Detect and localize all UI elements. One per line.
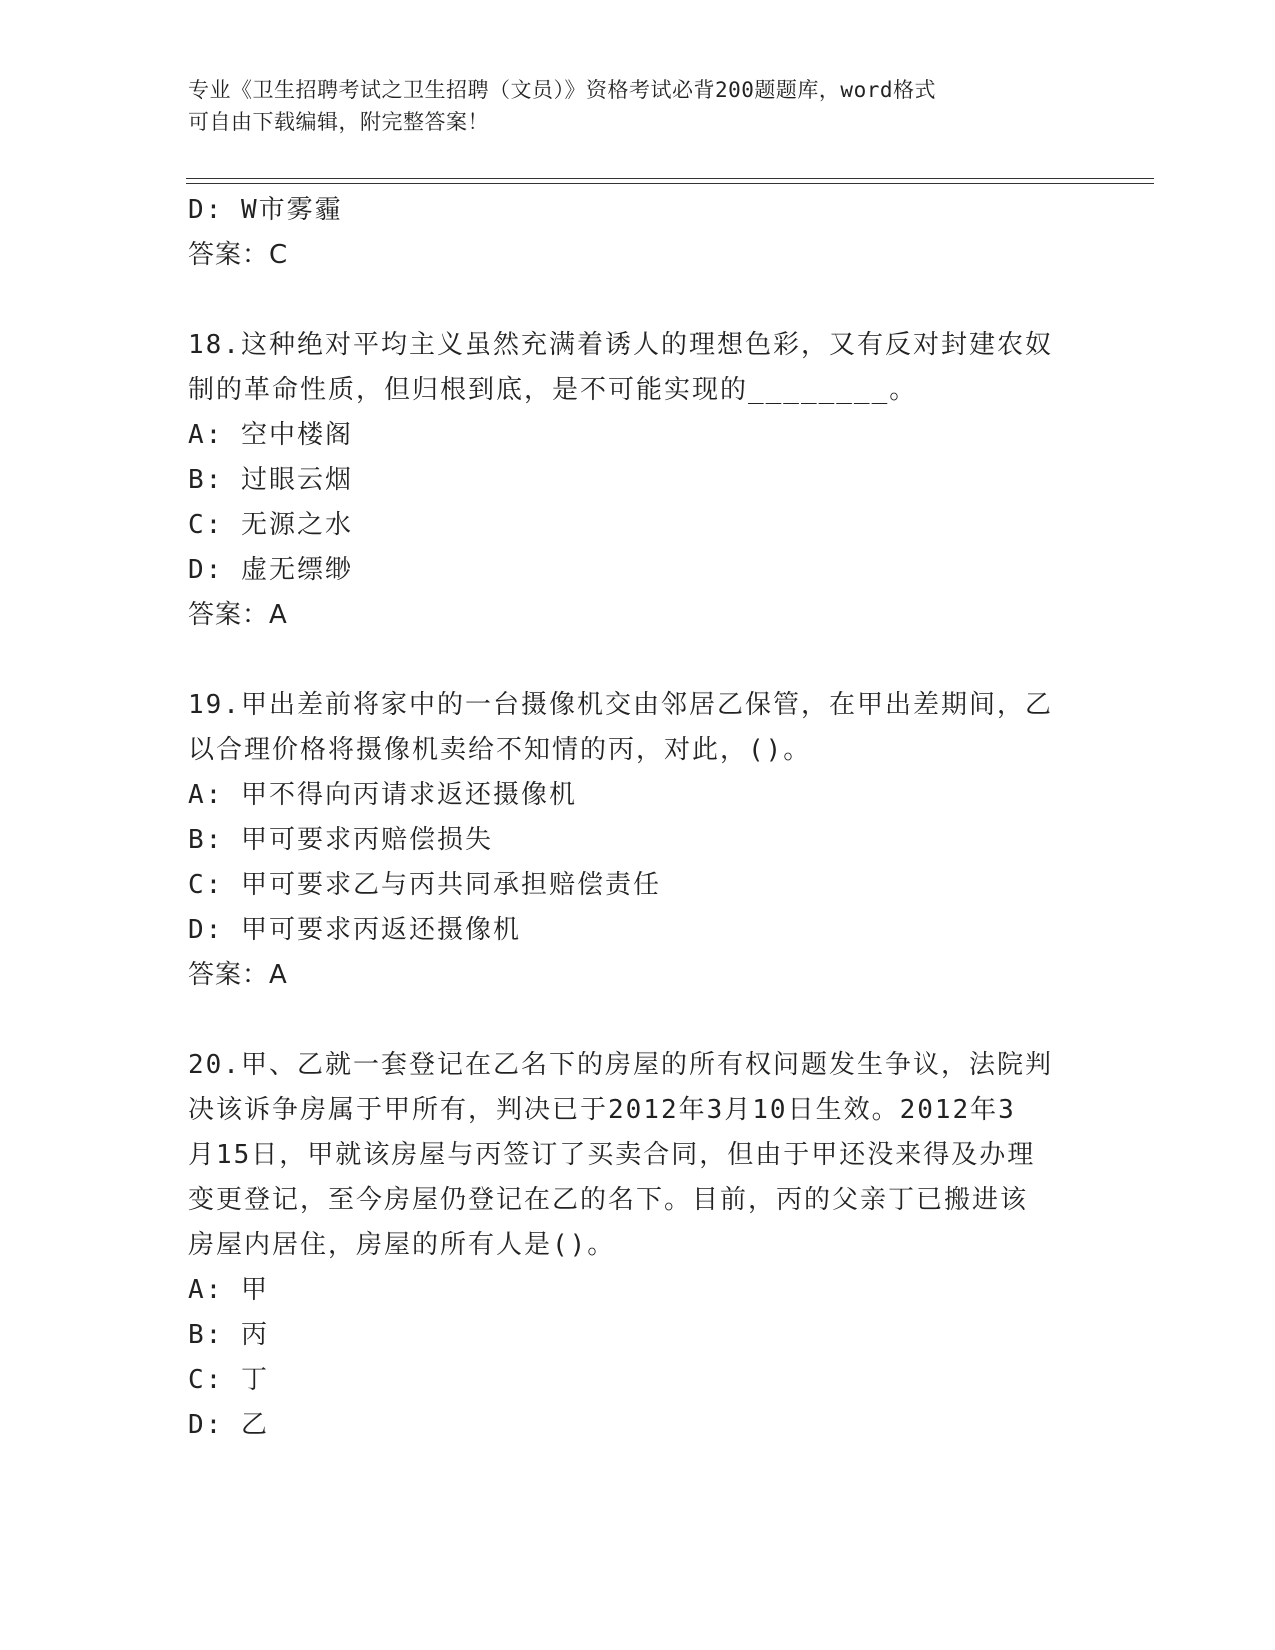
spacer bbox=[188, 998, 1088, 1043]
answer: 答案：A bbox=[188, 600, 288, 630]
question-18 bbox=[188, 323, 1088, 638]
header-line-2: 可自由下载编辑，附完整答案！ bbox=[188, 110, 489, 134]
option-a: A: 甲不得向丙请求返还摄像机 bbox=[188, 780, 577, 810]
spacer bbox=[188, 278, 1088, 323]
question-stem-line: 房屋内居住，房屋的所有人是()。 bbox=[188, 1230, 616, 1260]
option-d: D: 虚无缥缈 bbox=[188, 555, 353, 585]
option-b: B: 过眼云烟 bbox=[188, 465, 353, 495]
header-line-1: 专业《卫生招聘考试之卫生招聘（文员）》资格考试必背200题题库，word格式 bbox=[188, 78, 936, 102]
question-stem-line: 制的革命性质，但归根到底，是不可能实现的________。 bbox=[188, 375, 918, 405]
question-stem-line: 18.这种绝对平均主义虽然充满着诱人的理想色彩，又有反对封建农奴 bbox=[188, 330, 1053, 360]
document-header bbox=[188, 74, 1088, 138]
option-a: A: 甲 bbox=[188, 1275, 269, 1305]
document-body bbox=[188, 188, 1088, 1448]
question-20 bbox=[188, 1043, 1088, 1448]
header-divider-bottom bbox=[186, 183, 1154, 184]
option-c: C: 甲可要求乙与丙共同承担赔偿责任 bbox=[188, 870, 661, 900]
option-c: C: 丁 bbox=[188, 1365, 269, 1395]
answer: 答案：A bbox=[188, 960, 288, 990]
spacer bbox=[188, 638, 1088, 683]
question-stem-line: 以合理价格将摄像机卖给不知情的丙，对此，()。 bbox=[188, 735, 812, 765]
option-b: B: 丙 bbox=[188, 1320, 269, 1350]
question-19 bbox=[188, 683, 1088, 998]
question-stem-line: 决该诉争房属于甲所有，判决已于2012年3月10日生效。2012年3 bbox=[188, 1095, 1016, 1125]
header-divider-top bbox=[186, 178, 1154, 179]
question-stem-line: 变更登记，至今房屋仍登记在乙的名下。目前，丙的父亲丁已搬进该 bbox=[188, 1185, 1029, 1215]
option-b: B: 甲可要求丙赔偿损失 bbox=[188, 825, 493, 855]
option-d: D: 乙 bbox=[188, 1410, 269, 1440]
question-stem-line: 20.甲、乙就一套登记在乙名下的房屋的所有权问题发生争议，法院判 bbox=[188, 1050, 1053, 1080]
prev-answer: 答案：C bbox=[188, 240, 289, 270]
prev-option-d: D: W市雾霾 bbox=[188, 195, 343, 225]
option-d: D: 甲可要求丙返还摄像机 bbox=[188, 915, 521, 945]
question-stem-line: 月15日，甲就该房屋与丙签订了买卖合同，但由于甲还没来得及办理 bbox=[188, 1140, 1036, 1170]
option-a: A: 空中楼阁 bbox=[188, 420, 353, 450]
option-c: C: 无源之水 bbox=[188, 510, 353, 540]
question-stem-line: 19.甲出差前将家中的一台摄像机交由邻居乙保管，在甲出差期间，乙 bbox=[188, 690, 1053, 720]
